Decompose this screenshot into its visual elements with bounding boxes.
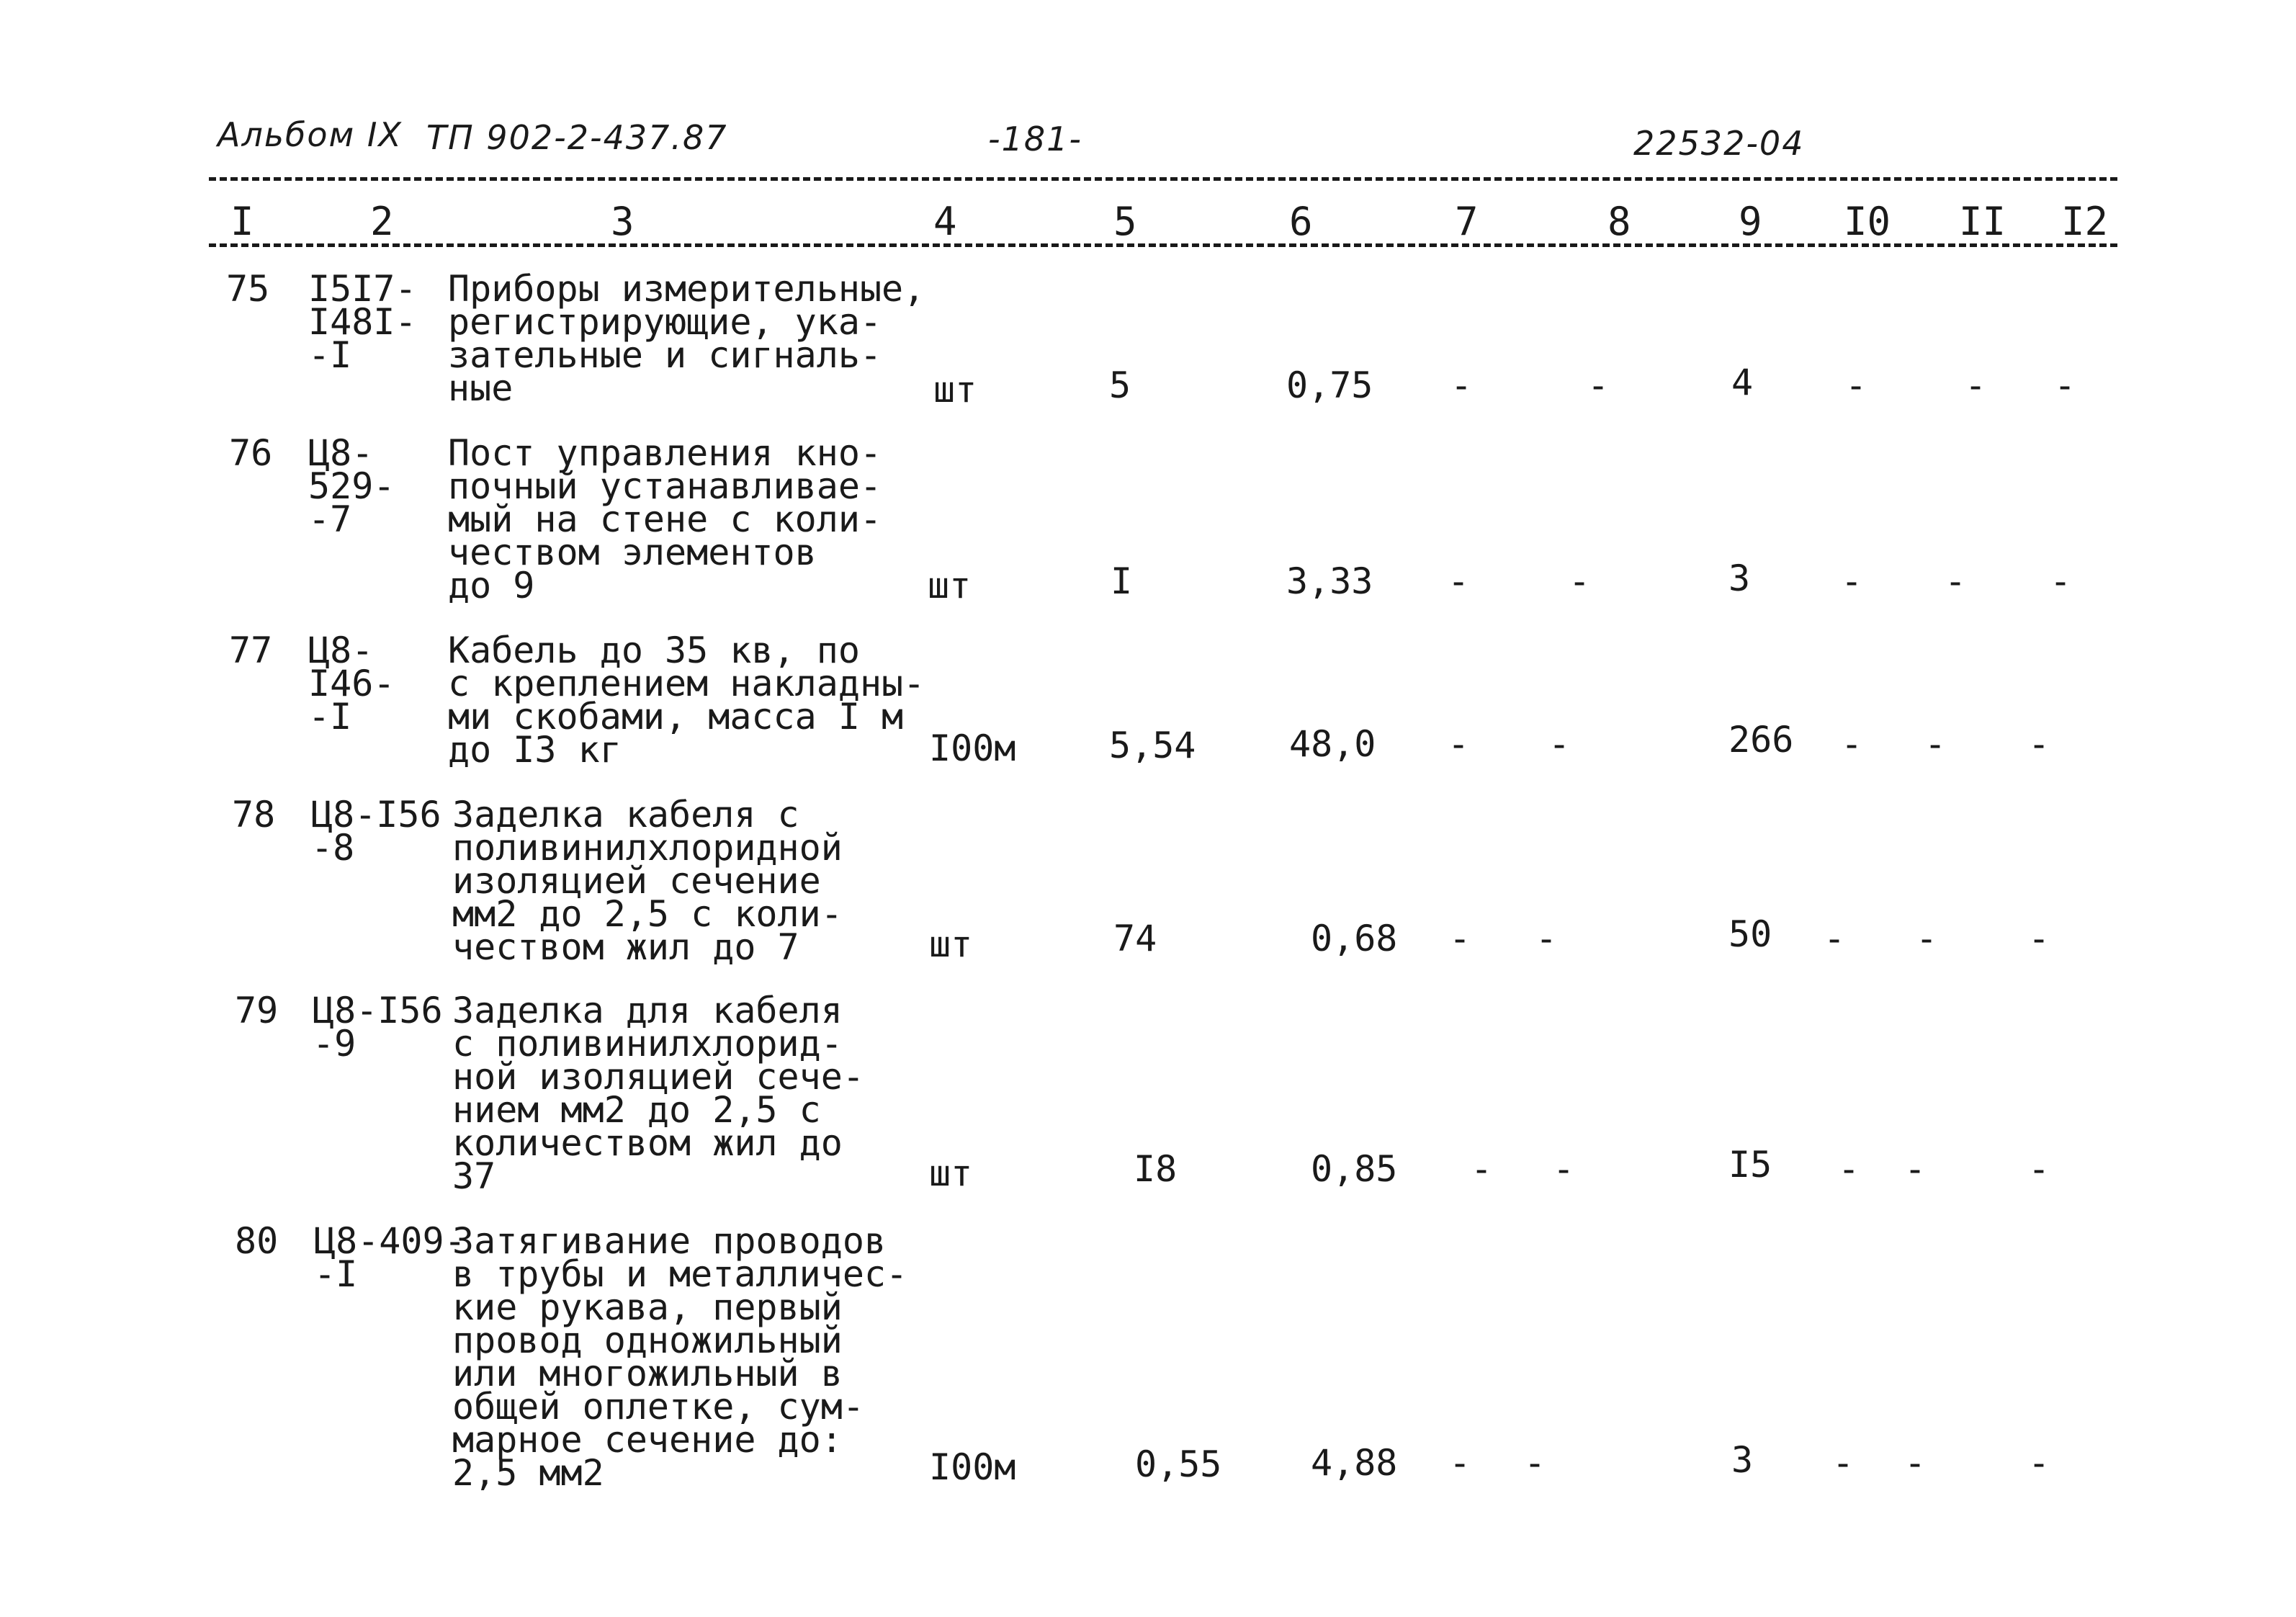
row-col10: - [1824,918,1846,959]
row-col11: - [1904,1148,1927,1190]
row-description: Кабель до 35 кв, по с креплением накладны- ми скобами, масса I м до I3 кг [448,630,925,771]
row-col9: 50 [1728,913,1772,955]
row-number: 78 [232,794,276,836]
row-code: Ц8- I46- -I [308,630,395,738]
row-col7: - [1449,918,1471,959]
row-col6: 3,33 [1286,560,1373,602]
row-description: Затягивание проводов в трубы и металличес- кие рукава, первый провод одножильный или многожильный в общей оплетке, сум- марное сечение до: 2,5 мм2 [452,1220,908,1494]
row-number: 75 [226,268,270,310]
row-col6: 0,85 [1311,1148,1398,1190]
row-unit: шт [928,565,972,606]
row-quantity: I [1111,560,1133,602]
row-col10: - [1832,1442,1855,1484]
row-col6: 0,75 [1286,364,1373,406]
col-5-header: 5 [1113,199,1137,244]
col-2-header: 2 [370,199,394,244]
row-code: I5I7- I48I- -I [308,268,417,376]
row-unit: шт [933,369,977,411]
row-col6: 0,68 [1311,918,1398,959]
row-description: Приборы измерительные, регистрирующие, ука- зательные и сигналь- ные [448,268,925,409]
row-number: 80 [235,1220,279,1262]
row-col8: - [1587,364,1610,406]
row-number: 76 [229,432,273,474]
row-col9: 3 [1731,1439,1754,1481]
top-rule [209,177,2117,181]
row-description: Пост управления кно- почный устанавливае- мый на стене с коли- чеством элементов до 9 [448,432,882,606]
row-col12: - [2028,1442,2050,1484]
col-6-header: 6 [1289,199,1313,244]
row-code: Ц8- 529- -7 [308,432,395,540]
row-col9: 266 [1728,719,1794,761]
row-unit: шт [929,1152,973,1194]
row-col11: - [1916,918,1938,959]
row-unit: I00м [929,1446,1016,1488]
page-number: -181- [988,120,1082,158]
row-col12: - [2028,723,2050,765]
row-col7: - [1450,364,1473,406]
row-col10: - [1838,1148,1860,1190]
row-col8: - [1524,1442,1546,1484]
row-code: Ц8-I56 -9 [313,990,443,1065]
row-col8: - [1553,1148,1575,1190]
col-10-header: I0 [1844,199,1891,244]
header-rule [209,243,2117,247]
row-quantity: I8 [1134,1148,1178,1190]
row-code: Ц8-409- -I [314,1220,466,1295]
col-3-header: 3 [611,199,634,244]
row-code: Ц8-I56 -8 [311,794,441,869]
row-col12: - [2050,560,2072,602]
document-code: 22532-04 [1633,124,1805,163]
row-col11: - [1904,1442,1927,1484]
col-1-header: I [230,199,254,244]
row-col10: - [1845,364,1867,406]
row-col9: 3 [1728,557,1751,599]
row-unit: I00м [929,727,1016,769]
row-col10: - [1841,723,1863,765]
row-quantity: 0,55 [1135,1443,1222,1485]
row-col12: - [2028,1148,2050,1190]
col-12-header: I2 [2061,199,2109,244]
row-col6: 48,0 [1289,723,1376,765]
row-col6: 4,88 [1311,1442,1398,1484]
row-number: 79 [235,990,279,1031]
row-col9: 4 [1731,362,1754,403]
album-label: Альбом IX [218,115,403,154]
row-col7: - [1448,560,1470,602]
row-col7: - [1471,1148,1493,1190]
row-quantity: 5,54 [1109,725,1196,766]
row-col7: - [1449,1442,1471,1484]
col-4-header: 4 [933,199,957,244]
row-col8: - [1548,723,1571,765]
row-col12: - [2054,364,2076,406]
row-col11: - [1945,560,1967,602]
row-col8: - [1535,918,1558,959]
row-col12: - [2028,918,2050,959]
row-col7: - [1448,723,1470,765]
project-number: ТП 902-2-437.87 [426,118,728,157]
col-11-header: II [1959,199,2006,244]
row-col8: - [1569,560,1591,602]
row-col11: - [1924,723,1947,765]
col-8-header: 8 [1607,199,1631,244]
row-number: 77 [229,630,273,671]
row-col11: - [1965,364,1987,406]
row-quantity: 5 [1109,364,1131,406]
row-description: Заделка кабеля с поливинилхлоридной изоляцией сечение мм2 до 2,5 с коли- чеством жил до 7 [452,794,843,968]
row-col9: I5 [1728,1144,1772,1186]
row-col10: - [1841,560,1863,602]
row-description: Заделка для кабеля с поливинилхлорид- ной изоляцией сече- нием мм2 до 2,5 с количеством жил до 37 [452,990,864,1197]
col-7-header: 7 [1455,199,1479,244]
col-9-header: 9 [1739,199,1762,244]
row-quantity: 74 [1113,918,1157,959]
row-unit: шт [929,923,973,965]
